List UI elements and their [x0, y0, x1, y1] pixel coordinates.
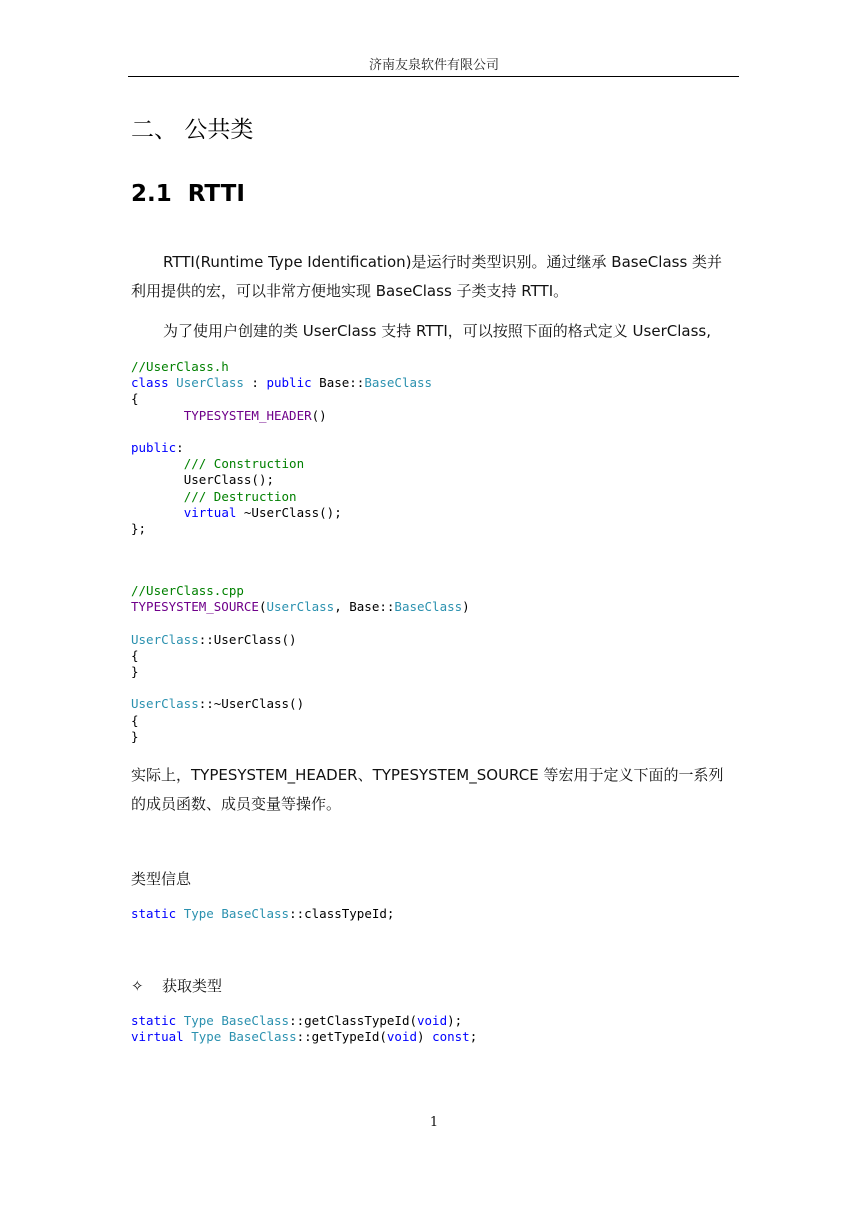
code-text: ::~UserClass()	[198, 696, 305, 712]
section-title: 公共类	[184, 117, 254, 143]
code-type: BaseClass	[228, 1029, 297, 1045]
code-text: }	[131, 728, 139, 744]
code-comment: /// Destruction	[183, 488, 297, 504]
subsection-heading	[131, 181, 245, 207]
code-type: BaseClass	[394, 599, 463, 615]
code-text: UserClass();	[183, 472, 274, 488]
section-heading	[131, 111, 253, 144]
type-info-label: 类型信息	[131, 870, 192, 888]
section-number: 二、	[131, 117, 177, 143]
code-type: UserClass	[131, 696, 199, 712]
code-text: )	[417, 1029, 433, 1045]
code-text: :	[176, 440, 184, 456]
macros-paragraph: 实际上，TYPESYSTEM_HEADER、TYPESYSTEM_SOURCE 等宏用于定义下面的一系列的成员函数、成员变量等操作。	[131, 766, 724, 813]
code-text: }	[131, 664, 139, 680]
code-type: UserClass	[131, 631, 199, 647]
code-text: );	[447, 1013, 463, 1028]
code-keyword: const	[432, 1029, 470, 1045]
code-text: ::UserClass()	[198, 631, 297, 647]
code-text: };	[131, 521, 147, 537]
code-text: ::classTypeId;	[289, 906, 395, 921]
code-macro: TYPESYSTEM_SOURCE	[131, 599, 259, 615]
code-type: BaseClass	[221, 1013, 290, 1028]
usage-paragraph: 为了使用户创建的类 UserClass 支持 RTTI，可以按照下面的格式定义 UserClass,	[163, 322, 711, 340]
page-header-company: 济南友泉软件有限公司	[368, 58, 499, 73]
code-text: (	[258, 599, 267, 615]
subsection-number: 2.1	[131, 181, 172, 207]
intro-paragraph: RTTI(Runtime Type Identification)是运行时类型识别。通过继承 BaseClass 类并利用提供的宏，可以非常方便地实现 BaseClass 子类支持 RTTI。	[131, 253, 723, 300]
code-text: ::getTypeId(	[296, 1029, 387, 1045]
code-text: ~UserClass();	[236, 504, 342, 520]
code-text: )	[462, 599, 470, 615]
code-text: ()	[311, 407, 327, 423]
code-type: UserClass	[266, 599, 335, 615]
code-type: BaseClass	[221, 906, 290, 921]
page-number: 1	[429, 1115, 439, 1130]
code-block-header	[131, 359, 432, 537]
code-text: :	[243, 375, 267, 391]
code-type: Type	[183, 906, 214, 921]
code-text: ;	[469, 1029, 478, 1045]
code-text: Base::	[311, 375, 365, 391]
get-type-label: 获取类型	[162, 977, 223, 995]
get-type-item	[131, 975, 222, 996]
code-text: ::getClassTypeId(	[289, 1013, 417, 1028]
code-keyword: public	[131, 440, 177, 456]
code-keyword: void	[386, 1029, 418, 1045]
header-divider	[128, 76, 739, 77]
code-type: UserClass	[176, 375, 244, 391]
code-block-get-type	[131, 1013, 477, 1045]
code-type: Type	[183, 1013, 214, 1028]
code-type: Type	[191, 1029, 222, 1045]
code-keyword: virtual	[183, 504, 237, 520]
code-block-source	[131, 583, 470, 745]
code-keyword: public	[266, 375, 312, 391]
code-block-type-info	[131, 906, 394, 922]
code-comment: /// Construction	[183, 456, 305, 472]
code-type: BaseClass	[364, 375, 433, 391]
code-comment: //UserClass.h	[131, 359, 229, 374]
code-keyword: void	[417, 1013, 448, 1028]
code-text: {	[131, 647, 139, 663]
code-comment: //UserClass.cpp	[131, 583, 244, 598]
code-keyword: class	[131, 375, 169, 391]
code-text: {	[131, 391, 139, 407]
code-keyword: virtual	[131, 1029, 184, 1045]
code-keyword: static	[131, 1013, 177, 1028]
code-macro: TYPESYSTEM_HEADER	[183, 407, 312, 423]
code-text: {	[131, 712, 139, 728]
code-keyword: static	[131, 906, 177, 921]
code-text: , Base::	[334, 599, 395, 615]
subsection-title: RTTI	[187, 181, 245, 207]
diamond-bullet-icon: ✧	[131, 977, 144, 995]
